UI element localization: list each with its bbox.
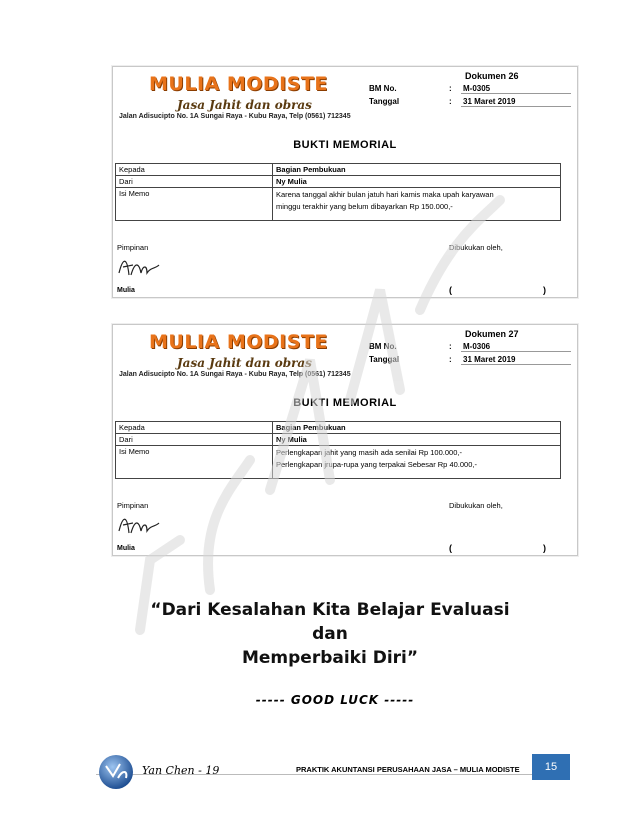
document-number: Dokumen 26 bbox=[465, 71, 519, 81]
isi-memo-label: Isi Memo bbox=[116, 446, 273, 479]
table-row bbox=[116, 176, 561, 188]
paren-open: ( bbox=[449, 285, 452, 295]
dibukukan-label: Dibukukan oleh, bbox=[449, 501, 503, 510]
company-logo-title: MULIA MODISTE bbox=[149, 73, 328, 95]
pimpinan-label: Pimpinan bbox=[117, 501, 149, 510]
signature-image bbox=[117, 253, 163, 281]
motivational-quote bbox=[100, 598, 560, 670]
isi-memo-line: minggu terakhir yang belum dibayarkan Rp 150.000,- bbox=[276, 202, 453, 211]
isi-memo-label: Isi Memo bbox=[116, 188, 273, 221]
footer-author: Yan Chen - 19 bbox=[142, 764, 220, 777]
quote-line: dan bbox=[312, 624, 348, 644]
tanggal-value: 31 Maret 2019 bbox=[461, 97, 571, 107]
footer-title: PRAKTIK AKUNTANSI PERUSAHAAN JASA – MULIA MODISTE bbox=[296, 765, 520, 774]
tanggal-value: 31 Maret 2019 bbox=[461, 355, 571, 365]
company-logo-title: MULIA MODISTE bbox=[149, 331, 328, 353]
isi-memo-line: Perlengkapan jrupa-rupa yang terpakai Sebesar Rp 40.000,- bbox=[276, 460, 477, 469]
page-number-badge: 15 bbox=[532, 754, 570, 780]
table-row bbox=[116, 188, 561, 221]
company-tagline: Jasa Jahit dan obras bbox=[177, 98, 312, 112]
memo-heading: BUKTI MEMORIAL bbox=[293, 139, 397, 151]
author-logo-icon bbox=[98, 754, 134, 790]
dari-value: Ny Mulia bbox=[273, 176, 561, 188]
bm-value: M-0306 bbox=[461, 342, 571, 352]
tanggal-colon: : bbox=[449, 355, 452, 364]
dari-label: Dari bbox=[116, 434, 273, 446]
good-luck-text: ----- GOOD LUCK ----- bbox=[255, 693, 415, 707]
memo-table bbox=[115, 421, 561, 479]
kepada-value: Bagian Pembukuan bbox=[273, 422, 561, 434]
signer-name: Mulia bbox=[117, 287, 135, 294]
bukti-memorial-dokumen-27 bbox=[112, 324, 578, 556]
kepada-label: Kepada bbox=[116, 164, 273, 176]
isi-memo-line: Perlengkapan jahit yang masih ada senilai Rp 100.000,- bbox=[276, 448, 462, 457]
signature-image bbox=[117, 511, 163, 539]
document-number: Dokumen 27 bbox=[465, 329, 519, 339]
company-address: Jalan Adisucipto No. 1A Sungai Raya - Kubu Raya, Telp (0561) 712345 bbox=[119, 371, 351, 378]
memo-heading: BUKTI MEMORIAL bbox=[293, 397, 397, 409]
quote-line: “Dari Kesalahan Kita Belajar Evaluasi bbox=[150, 600, 510, 620]
company-address: Jalan Adisucipto No. 1A Sungai Raya - Kubu Raya, Telp (0561) 712345 bbox=[119, 113, 351, 120]
dari-label: Dari bbox=[116, 176, 273, 188]
pimpinan-label: Pimpinan bbox=[117, 243, 149, 252]
bm-value: M-0305 bbox=[461, 84, 571, 94]
paren-close: ) bbox=[543, 285, 546, 295]
dari-value: Ny Mulia bbox=[273, 434, 561, 446]
signer-name: Mulia bbox=[117, 545, 135, 552]
table-row bbox=[116, 434, 561, 446]
bukti-memorial-dokumen-26 bbox=[112, 66, 578, 298]
isi-memo-value bbox=[273, 446, 561, 479]
paren-close: ) bbox=[543, 543, 546, 553]
isi-memo-value bbox=[273, 188, 561, 221]
tanggal-colon: : bbox=[449, 97, 452, 106]
bm-colon: : bbox=[449, 84, 452, 93]
kepada-label: Kepada bbox=[116, 422, 273, 434]
table-row bbox=[116, 164, 561, 176]
dibukukan-label: Dibukukan oleh, bbox=[449, 243, 503, 252]
bm-colon: : bbox=[449, 342, 452, 351]
tanggal-label: Tanggal bbox=[369, 97, 400, 106]
isi-memo-line: Karena tanggal akhir bulan jatuh hari kamis maka upah karyawan bbox=[276, 190, 494, 199]
paren-open: ( bbox=[449, 543, 452, 553]
table-row bbox=[116, 422, 561, 434]
bm-label: BM No. bbox=[369, 342, 397, 351]
kepada-value: Bagian Pembukuan bbox=[273, 164, 561, 176]
bm-label: BM No. bbox=[369, 84, 397, 93]
table-row bbox=[116, 446, 561, 479]
quote-line: Memperbaiki Diri” bbox=[241, 648, 419, 668]
tanggal-label: Tanggal bbox=[369, 355, 400, 364]
memo-table bbox=[115, 163, 561, 221]
company-tagline: Jasa Jahit dan obras bbox=[177, 356, 312, 370]
